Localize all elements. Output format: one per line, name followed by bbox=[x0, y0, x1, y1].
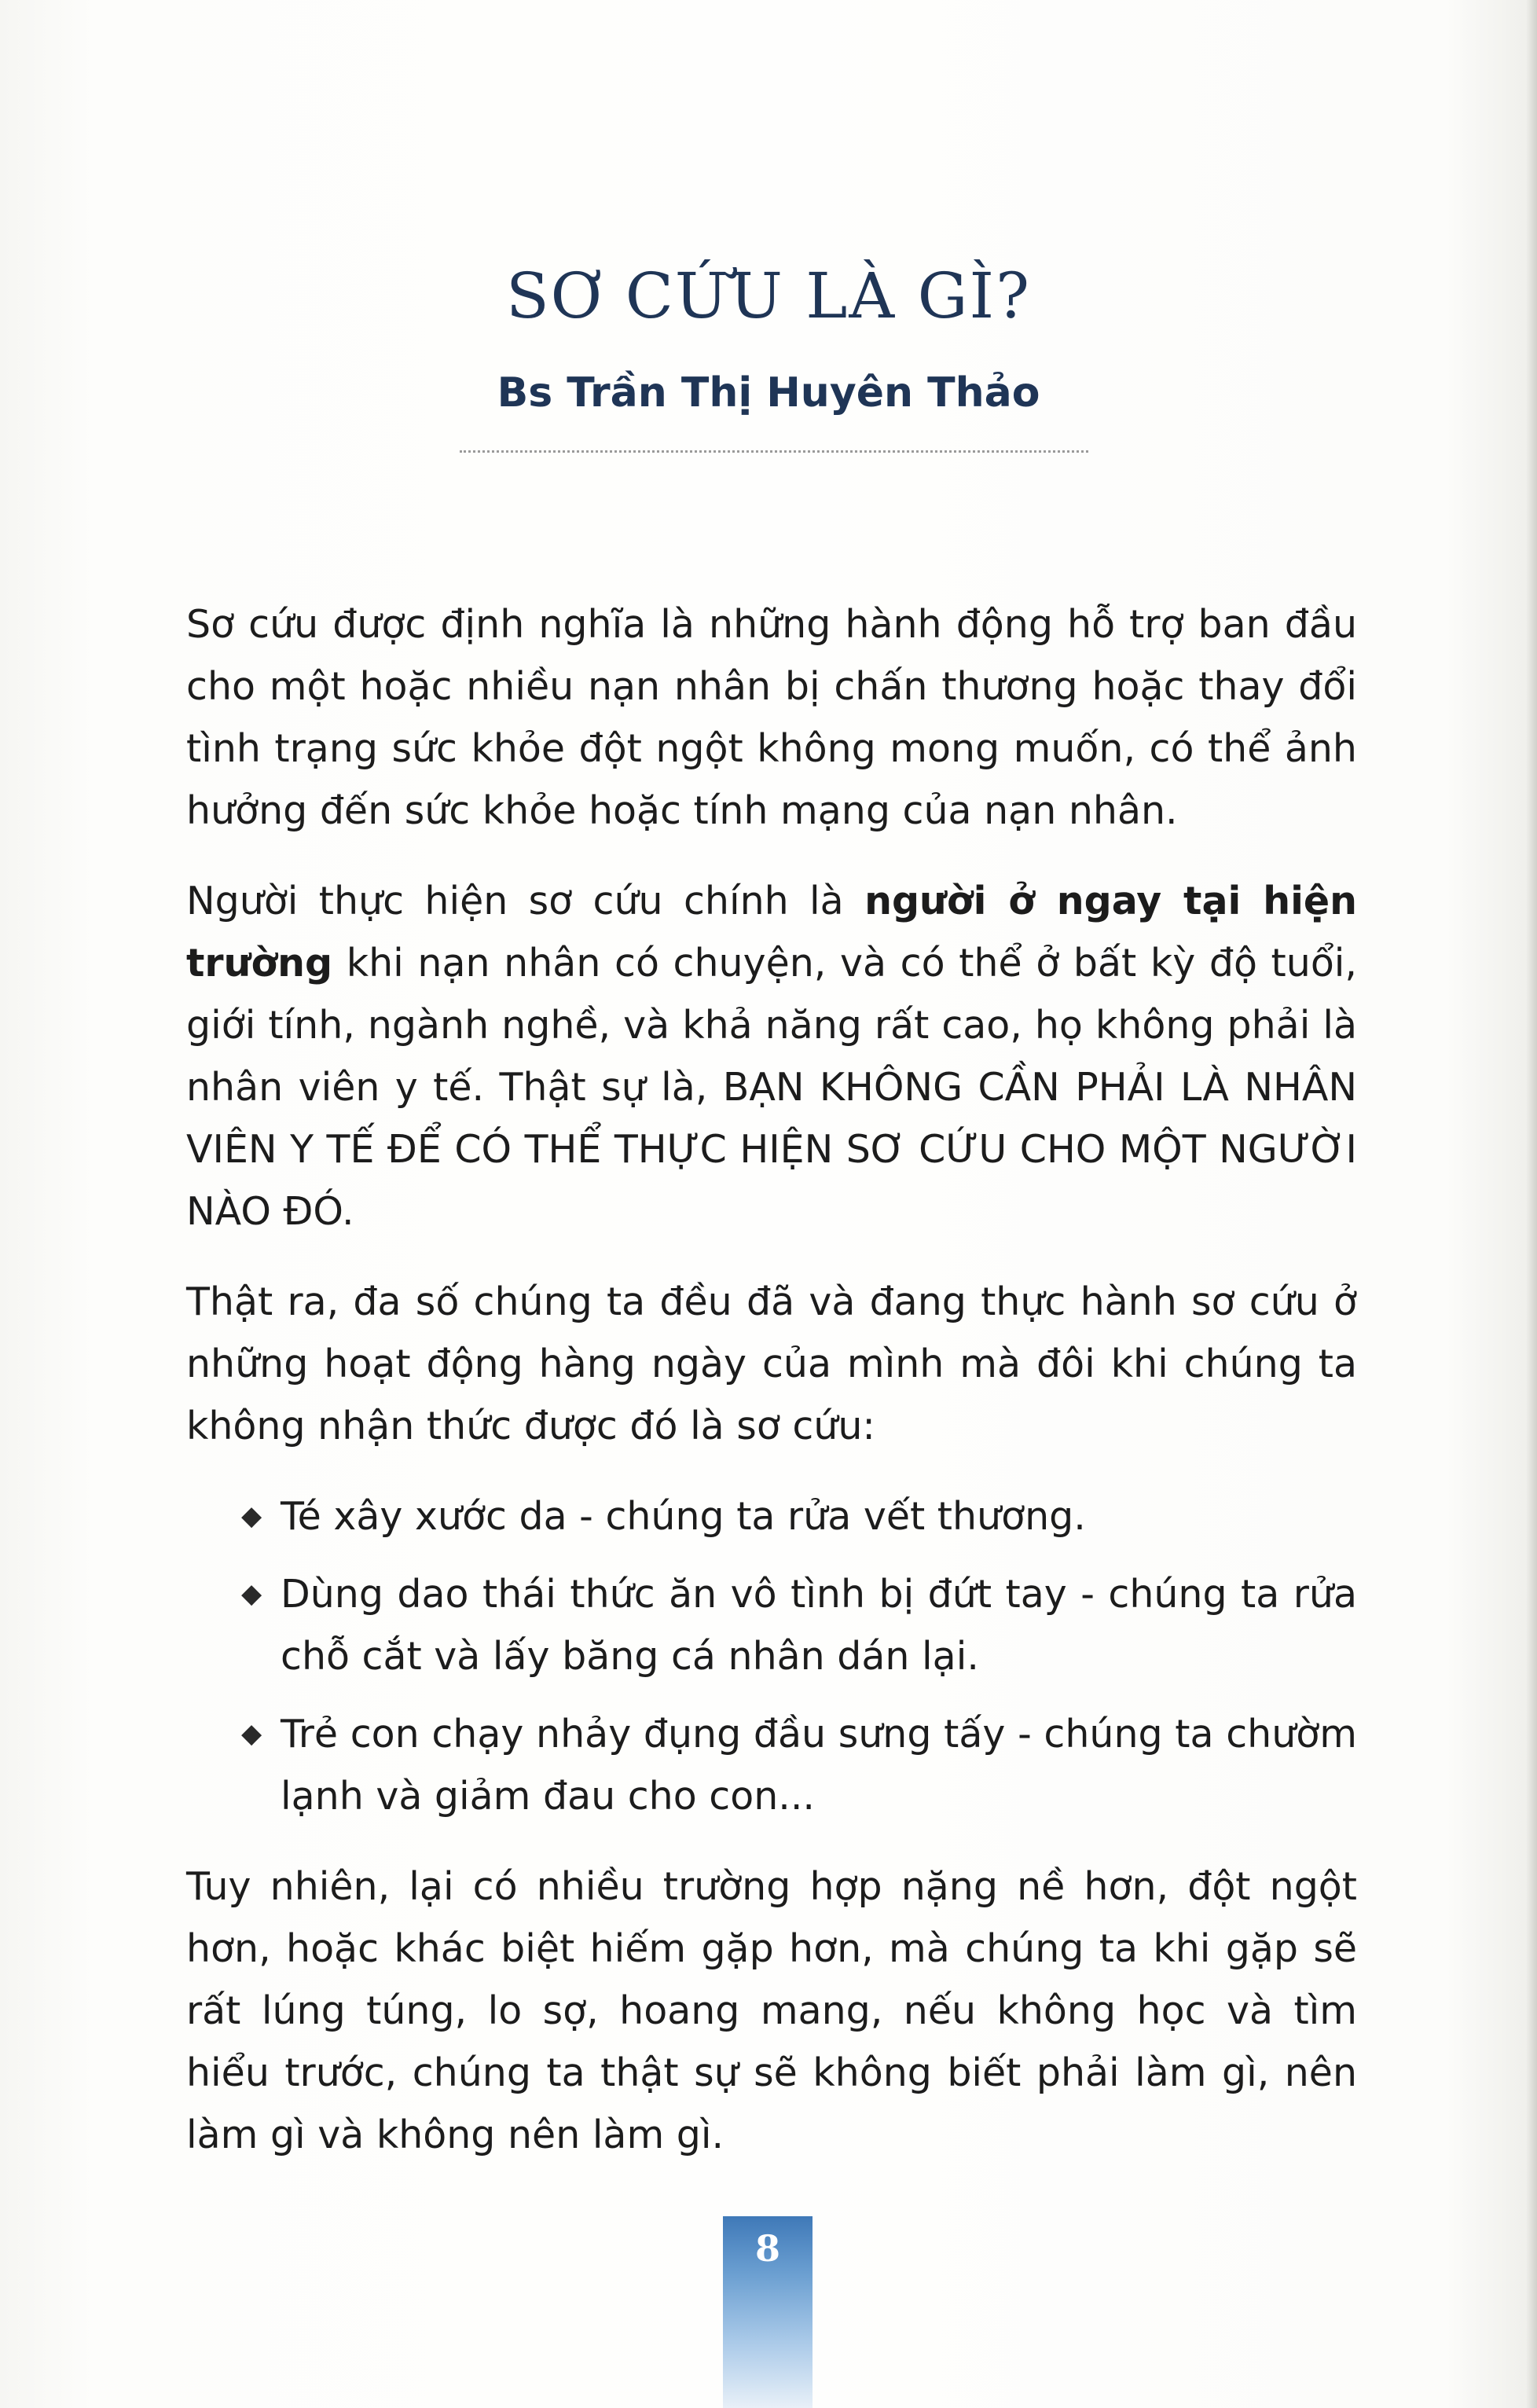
paragraph-2 bbox=[186, 870, 1357, 1243]
paragraph-2-emphasis: người ở ngay tại hiện trường bbox=[186, 879, 1357, 986]
chapter-body bbox=[186, 593, 1357, 2194]
diamond-bullet-icon: ◆ bbox=[241, 1500, 262, 1532]
chapter-author: Bs Trần Thị Huyên Thảo bbox=[497, 369, 1040, 417]
paragraph-2-end: khi nạn nhân có chuyện, và có thể ở bất kỳ độ tuổi, giới tính, ngành nghề, và khả năng rất cao, họ không phải là nhân viên y tế. Thật sự là, BẠN KHÔNG CẦN PHẢI LÀ NHÂN VIÊN Y TẾ ĐỂ CÓ THỂ THỰC HIỆN SƠ CỨU CHO MỘT NGƯỜI NÀO ĐÓ. bbox=[186, 941, 1357, 1234]
example-list bbox=[186, 1485, 1357, 1827]
list-item-text: Dùng dao thái thức ăn vô tình bị đứt tay - chúng ta rửa chỗ cắt và lấy băng cá nhân dán lại. bbox=[281, 1572, 1357, 1679]
chapter-title: SƠ CỨU LÀ GÌ? bbox=[505, 259, 1032, 332]
title-divider bbox=[460, 450, 1088, 453]
page-number-tab bbox=[723, 2216, 813, 2408]
list-item bbox=[241, 1563, 1357, 1687]
paragraph-2-start: Người thực hiện sơ cứu chính là bbox=[186, 879, 865, 923]
paragraph-3: Thật ra, đa số chúng ta đều đã và đang thực hành sơ cứu ở những hoạt động hàng ngày của mình mà đôi khi chúng ta không nhận thức được đó là sơ cứu: bbox=[186, 1279, 1357, 1448]
page-number: 8 bbox=[754, 2227, 780, 2270]
list-item bbox=[241, 1485, 1357, 1547]
paragraph-1: Sơ cứu được định nghĩa là những hành động hỗ trợ ban đầu cho một hoặc nhiều nạn nhân bị chấn thương hoặc thay đổi tình trạng sức khỏe đột ngột không mong muốn, có thể ảnh hưởng đến sức khỏe hoặc tính mạng của nạn nhân. bbox=[186, 602, 1357, 833]
list-item-text: Té xây xước da - chúng ta rửa vết thương. bbox=[281, 1494, 1086, 1539]
diamond-bullet-icon: ◆ bbox=[241, 1578, 262, 1610]
page-edge-shadow bbox=[1526, 0, 1537, 2408]
paragraph-4: Tuy nhiên, lại có nhiều trường hợp nặng nề hơn, đột ngột hơn, hoặc khác biệt hiếm gặp hơn, mà chúng ta khi gặp sẽ rất lúng túng, lo sợ, hoang mang, nếu không học và tìm hiểu trước, chúng ta thật sự sẽ không biết phải làm gì, nên làm gì và không nên làm gì. bbox=[186, 1864, 1357, 2157]
list-item bbox=[241, 1703, 1357, 1827]
list-item-text: Trẻ con chạy nhảy đụng đầu sưng tấy - chúng ta chườm lạnh và giảm đau cho con... bbox=[281, 1712, 1357, 1819]
diamond-bullet-icon: ◆ bbox=[241, 1718, 262, 1749]
